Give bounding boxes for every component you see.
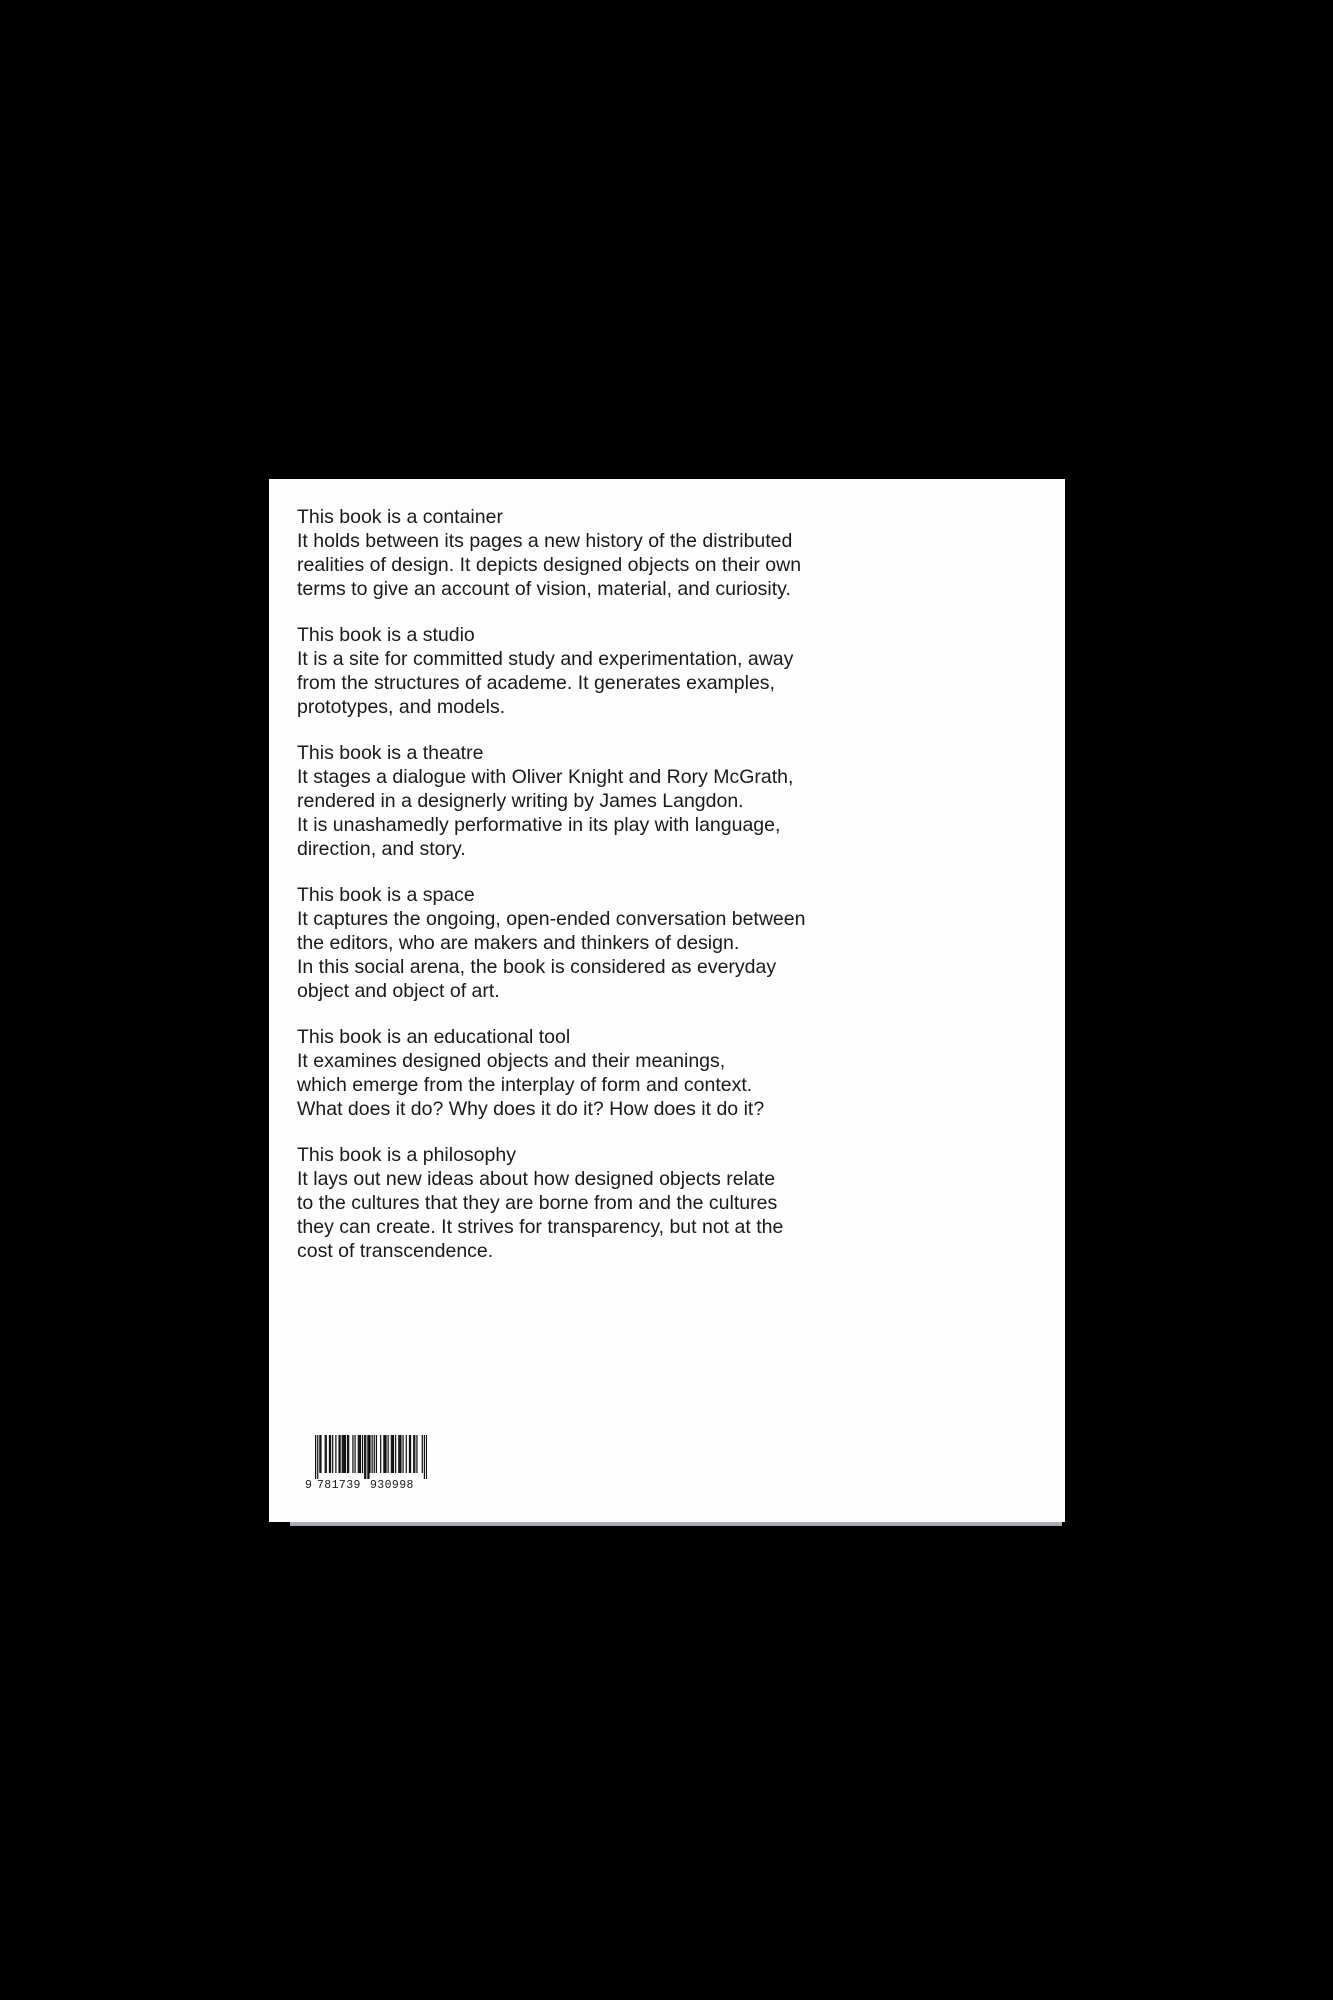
barcode-bar [358, 1435, 359, 1473]
barcode-bar [384, 1435, 385, 1473]
isbn-number [305, 1480, 427, 1492]
barcode-bar [374, 1435, 375, 1473]
barcode-bar [352, 1435, 353, 1473]
barcode-bar [416, 1435, 417, 1473]
section-body: It examines designed objects and their meanings, which emerge from the interplay of form and context. What does it do? Why does it do it? How does it do it? [297, 1050, 765, 1120]
barcode-bar [422, 1435, 423, 1473]
barcode-bar [388, 1435, 389, 1473]
isbn-group-2: 930998 [370, 1479, 414, 1492]
isbn-group-1: 781739 [317, 1479, 361, 1492]
barcode-bar [319, 1435, 320, 1473]
barcode-bar [332, 1435, 333, 1473]
barcode-bar [400, 1435, 401, 1473]
barcode-bar [330, 1435, 331, 1473]
barcode-bar [424, 1435, 425, 1479]
isbn-first-digit: 9 [305, 1479, 313, 1492]
barcode-bar [338, 1435, 339, 1473]
barcode-bar [344, 1435, 345, 1473]
section-heading: This book is a theatre [297, 742, 484, 764]
barcode-bar [392, 1435, 393, 1473]
section-heading: This book is a space [297, 884, 475, 906]
barcode-bar [343, 1435, 344, 1473]
section-heading: This book is a container [297, 506, 503, 528]
section-educational-tool [297, 1025, 897, 1121]
barcode-bar [368, 1435, 369, 1479]
barcode-bar [347, 1435, 348, 1473]
barcode-bar [414, 1435, 415, 1473]
barcode-bar [385, 1435, 386, 1473]
barcode-bar [383, 1435, 384, 1473]
barcode-bar [391, 1435, 392, 1473]
section-container [297, 505, 897, 601]
barcode-bar [364, 1435, 365, 1479]
section-heading: This book is an educational tool [297, 1026, 571, 1048]
barcode-bar [380, 1435, 381, 1473]
barcode-bar [362, 1435, 363, 1473]
barcode-bar [399, 1435, 400, 1473]
cover-text [297, 505, 897, 1285]
barcode-bar [315, 1435, 316, 1479]
barcode-bar [395, 1435, 396, 1473]
isbn-barcode [305, 1435, 427, 1493]
section-body: It captures the ongoing, open-ended conversation between the editors, who are makers and thinkers of design. In this social arena, the book is considered as everyday object and object of art. [297, 908, 806, 1002]
barcode-bar [340, 1435, 341, 1473]
barcode-bar [359, 1435, 360, 1473]
barcode-bar [426, 1435, 427, 1479]
barcode-bar [320, 1435, 321, 1473]
section-space [297, 883, 897, 1003]
barcode-bar [365, 1435, 366, 1479]
barcode-bar [325, 1435, 326, 1473]
barcode-bar [406, 1435, 407, 1473]
barcode-bar [354, 1435, 355, 1473]
section-body: It lays out new ideas about how designed objects relate to the cultures that they are borne from and the cultures they can create. It strives for transparency, but not at the cost of transcendence. [297, 1168, 784, 1262]
barcode-bar [342, 1435, 343, 1473]
barcode-bar [413, 1435, 414, 1473]
barcode-bar [393, 1435, 394, 1473]
barcode-bar [348, 1435, 349, 1473]
barcode-bar [410, 1435, 411, 1473]
barcode-bar [335, 1435, 336, 1473]
section-body: It holds between its pages a new history of the distributed realities of design. It depicts designed objects on their own terms to give an account of vision, material, and curiosity. [297, 530, 802, 600]
barcode-bar [367, 1435, 368, 1479]
book-back-cover [269, 479, 1065, 1522]
section-philosophy [297, 1143, 897, 1263]
barcode-bar [398, 1435, 399, 1473]
section-heading: This book is a philosophy [297, 1144, 516, 1166]
barcode-bar [369, 1435, 370, 1473]
section-body: It stages a dialogue with Oliver Knight and Rory McGrath, rendered in a designerly writing by James Langdon. It is unashamedly performative in its play with language, direction, and story. [297, 766, 794, 860]
barcode-bar [326, 1435, 327, 1473]
barcode-bar [345, 1435, 346, 1473]
section-studio [297, 623, 897, 719]
barcode-bar [402, 1435, 403, 1473]
section-body: It is a site for committed study and experimentation, away from the structures of academe. It generates examples, prototypes, and models. [297, 648, 794, 718]
barcode-bar [329, 1435, 330, 1473]
section-theatre [297, 741, 897, 861]
barcode-bar [376, 1435, 377, 1473]
barcode-bars [305, 1435, 427, 1479]
barcode-bar [360, 1435, 361, 1473]
barcode-bar [317, 1435, 318, 1479]
barcode-bar [409, 1435, 410, 1473]
section-heading: This book is a studio [297, 624, 475, 646]
barcode-bar [372, 1435, 373, 1473]
